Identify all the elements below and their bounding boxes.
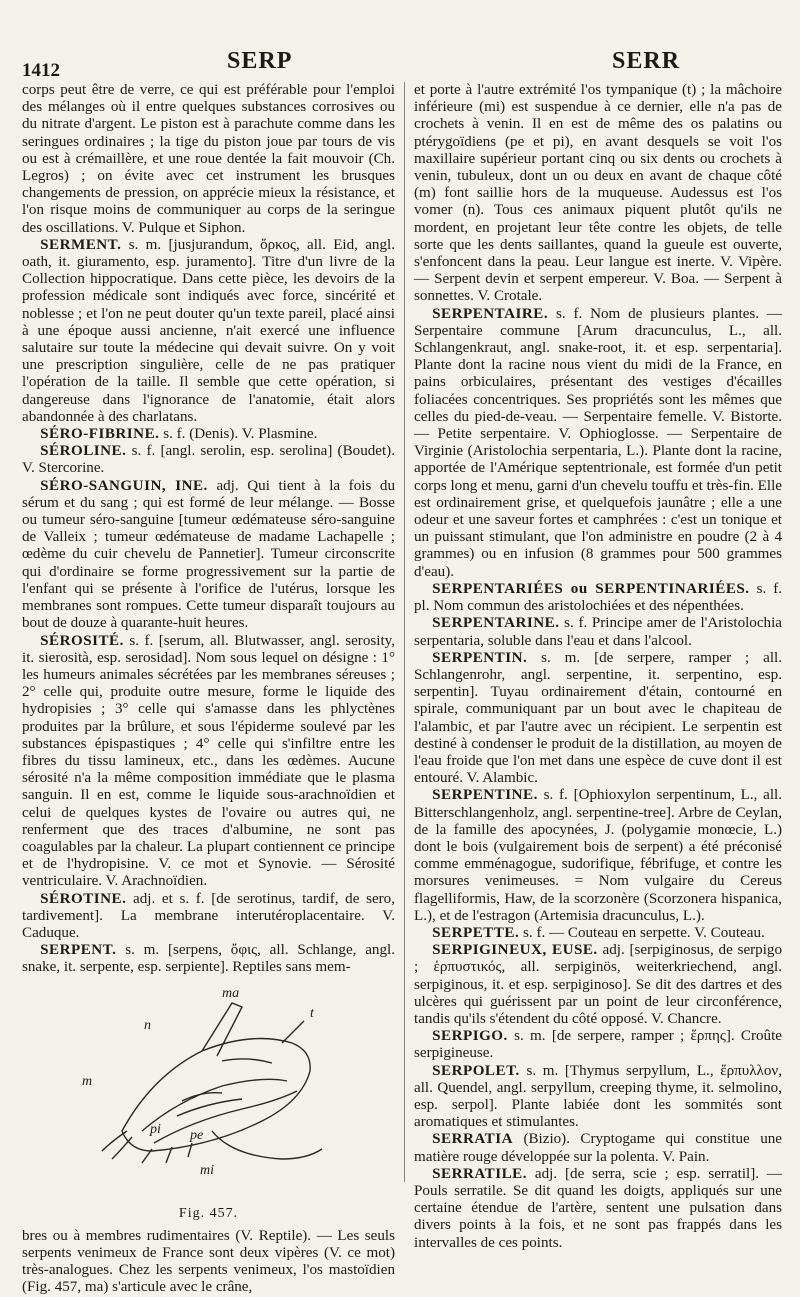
- figure-label-m: m: [82, 1073, 93, 1089]
- entry-serpette: SERPETTE. s. f. — Couteau en serpette. V. Couteau.: [432, 924, 765, 941]
- headword: SERPENTIN.: [432, 649, 528, 666]
- figure-label-t: t: [310, 1005, 314, 1021]
- running-head-left: SERP: [227, 48, 293, 74]
- entry-serpentine: SERPENTINE. s. f. [Ophioxylon serpentinum, L., all. Bitterschlangenholz, angl. serpentine-tree]. Arbre de Ceylan, de la famille des apocynées, J. (polygamie monœcie, L.) dont le bois (vulgairement bois de serpent) a été préconisé comme emménagogue, sudorifique, fébrifuge, et contre les morsures venimeuses. = Nom vulgaire du Cereus flagelliformis, Haw, de la scorzonère (Scorzonera hispanica, L.), et de l'estragon (Artemisia dracunculus, L.).: [414, 787, 782, 924]
- headword: SERPOLET.: [432, 1062, 520, 1079]
- column-divider: [404, 82, 405, 1182]
- figure-caption: Fig. 457.: [178, 1205, 239, 1221]
- headword: SERRATIA: [432, 1131, 513, 1148]
- entry-serpent-continued-right: et porte à l'autre extrémité l'os tympanique (t) ; la mâchoire inférieure (mi) est suspendue à ce dernier, elle n'a pas de crochets à venin. Il en est de même des os palatins ou ptérygoïdiens (pe et pi), en avant desquels se voit l'os maxillaire supérieur portant cinq ou six dents ou crochets à venin, tubuleux, dont un ou deux en avant de chaque côté (m) font saillie hors de la muqueuse. Audessus est l'os vomer (n). Tous ces animaux piquent plutôt qu'ils ne mordent, en projetant leur tête contre les objets, de telle sorte que les dents saillantes, quand la gueule est ouverte, s'enfoncent dans la peau. Leur langue est inerte. V. Vipère. — Serpent devin et serpent empereur. V. Boa. — Serpent à sonnettes. V. Crotale.: [414, 82, 782, 305]
- entry-serratile: SERRATILE. adj. [de serra, scie ; esp. serratil]. — Pouls serratile. Se dit quand les doigts, appliqués sur une certaine étendue de l'artère, sentent une pulsation dans divers points à la fois, et ne sont pas frappés dans les intervalles de ces points.: [414, 1165, 782, 1251]
- entry-serment: SERMENT. s. m. [jusjurandum, ὅρκος, all. Eid, angl. oath, it. giuramento, esp. juramento]. Titre d'un livre de la Collection hippocratique. Dans cette pièce, les devoirs de la profession médicale sont indiqués avec force, sincérité et noblesse ; et l'on ne peut douter qu'un texte pareil, placé ainsi à une époque aussi ancienne, n'ait exercé une influence salutaire sur toute la médecine qui devait suivre. On y voit une prescription singulière, celle de ne pas pratiquer l'opération de la taille. Il semble que cette opération, si dangereuse dans l'ignorance de l'anatomie, était alors abandonnée à des charlatans.: [22, 236, 395, 425]
- entry-serpentaire: SERPENTAIRE. s. f. Nom de plusieurs plantes. — Serpentaire commune [Arum dracunculus, L., all. Schlangenkraut, angl. snake-root, it. et esp. serpentaria]. Plante dont la racine nous vient du midi de la France, en pains orbiculaires, présentant des vestiges d'écailles foliacées concentriques. Ses propriétés sont les mêmes que celles du pied-de-veau. — Serpentaire femelle. V. Bistorte. — Petite serpentaire. V. Ophioglosse. — Serpentaire de Virginie (Aristolochia serpentaria, L.). Plante dont la racine, apportée de l'Amérique septentrionale, est formée d'un petit corps long et menu, garni d'un chevelu touffu et très-fin. Elle est ordinairement grise, et quelquefois jaunâtre ; elle a une odeur et une saveur fortes et camphrées : c'est un tonique et un puissant stimulant, que l'on administre en poudre (2 à 4 grammes) ou en infusion (8 grammes pour 500 grammes d'eau).: [414, 305, 782, 580]
- entry-serotine: SÉROTINE. adj. et s. f. [de serotinus, tardif, de sero, tardivement]. La membrane interutéroplacentaire. V. Caduque.: [22, 890, 395, 941]
- entry-seroline: SÉROLINE. s. f. [angl. serolin, esp. serolina] (Boudet). V. Stercorine.: [22, 443, 395, 477]
- entry-serpentin: SERPENTIN. s. m. [de serpere, ramper ; all. Schlangenrohr, angl. serpentine, it. serpentino, esp. serpentin]. Tuyau ordinairement d'étain, contourné en spirale, communiquant par un bout avec le chapiteau de l'alambic, et par l'autre avec un récipient. Le serpentin est destiné à condenser le produit de la distillation, au moyen de l'eau froide que l'on met dans une espèce de cuve dont il est entouré. V. Alambic.: [414, 649, 782, 787]
- entry-serpent-continued: bres ou à membres rudimentaires (V. Reptile). — Les seuls serpents venimeux de France sont deux vipères (V. ce mot) très-analogues. Chez les serpents venimeux, l'os mastoïdien (Fig. 457, ma) s'articule avec le crâne,: [22, 1227, 395, 1296]
- entry-serpentarine: SERPENTARINE. s. f. Principe amer de l'Aristolochia serpentaria, soluble dans l'eau et dans l'alcool.: [414, 615, 782, 649]
- headword: SÉRO-FIBRINE.: [40, 426, 160, 443]
- page-number: 1412: [22, 60, 60, 81]
- headword: SÉROSITÉ.: [40, 632, 124, 649]
- headword: SERPENTARIÉES ou SERPENTINARIÉES.: [432, 580, 750, 597]
- figure-457: [22, 981, 395, 1201]
- entry-continuation: corps peut être de verre, ce qui est préférable pour l'emploi des mélanges où il entre quelques substances corrosives ou du nitrate d'argent. Le piston est à parachute comme dans les seringues ordinaires ; la tige du piston joue par tours de vis ou est à crémaillère, et une roue dentée la fait mouvoir (Ch. Legros) ; on évite avec cet instrument les brusques changements de pression, on apprécie mieux la résistance, et l'on risque moins de communiquer au corps de la seringue des oscillations. V. Pulque et Siphon.: [22, 82, 395, 236]
- headword: SERPIGINEUX, EUSE.: [432, 942, 598, 959]
- left-column: [22, 82, 395, 1297]
- headword: SERPENT.: [40, 942, 117, 959]
- headword: SERPENTARINE.: [432, 615, 560, 632]
- headword: SERPENTAIRE.: [432, 305, 549, 322]
- entry-serosite: SÉROSITÉ. s. f. [serum, all. Blutwasser, angl. serosity, it. sierosità, esp. serosidad]. Nom sous lequel on désigne : 1° les humeurs animales sécrétées par les membranes séreuses ; 2° celle qui, produite outre mesure, forme le liquide des hydropisies ; 3° celle qui s'amasse dans les phlyctènes produites par la brûlure, et sous l'épiderme soulevé par les substances épispastiques ; 4° celle qui s'infiltre entre les fibres du tissu lamineux, etc., dans les œdèmes. Aucune sérosité n'a la même composition immédiate que le plasma sanguin. Il en est, comme le liquide sous-arachnoïdien et celui de quelques kystes de l'ovaire ou autres qui, ne renferment que des traces d'albumine, ne sont pas coagulables par la chaleur. La plupart contiennent ce principe et de l'hydropisine. V. ce mot et Synovie. — Sérosité ventriculaire. V. Arachnoïdien.: [22, 632, 395, 890]
- running-head-right: SERR: [612, 48, 681, 74]
- entry-sero-fibrine: SÉRO-FIBRINE. s. f. (Denis). V. Plasmine.: [40, 426, 318, 443]
- entry-serpigo: SERPIGO. s. m. [de serpere, ramper ; ἕρπης]. Croûte serpigineuse.: [414, 1028, 782, 1062]
- figure-label-ma: ma: [222, 985, 240, 1001]
- headword: SERPENTINE.: [432, 787, 538, 804]
- entry-serratia: SERRATIA (Bizio). Cryptogame qui constitue une matière rouge développée sur la polenta. V. Pain.: [414, 1131, 782, 1165]
- page-header: [22, 44, 778, 84]
- headword: SERRATILE.: [432, 1165, 528, 1182]
- figure-label-n: n: [144, 1017, 151, 1033]
- headword: SERPIGO.: [432, 1028, 508, 1045]
- entry-serpentariees: SERPENTARIÉES ou SERPENTINARIÉES. s. f. pl. Nom commun des aristolochiées et des népenthées.: [414, 580, 783, 615]
- right-column: [414, 82, 782, 1252]
- figure-label-mi: mi: [200, 1162, 214, 1176]
- snake-skull-illustration: [82, 981, 342, 1176]
- entry-serpolet: SERPOLET. s. m. [Thymus serpyllum, L., ἕρπυλλον, all. Quendel, angl. serpyllum, creeping thyme, it. selmolino, esp. serpol]. Plante labiée dont les sommités sont aromatiques et stimulantes.: [414, 1062, 782, 1131]
- headword: SÉRO-SANGUIN, INE.: [40, 477, 208, 494]
- headword: SÉROTINE.: [40, 890, 127, 907]
- figure-label-pi: pi: [150, 1121, 161, 1137]
- figure-label-pe: pe: [190, 1127, 204, 1143]
- entry-sero-sanguin: SÉRO-SANGUIN, INE. adj. Qui tient à la fois du sérum et du sang ; qui est formé de leur mélange. — Bosse ou tumeur séro-sanguine [tumeur œdémateuse séro-sanguine de Valleix ; tumeur œdémateuse de madame Lachapelle ; œdème du cuir chevelu de Pannetier]. Tumeur circonscrite qui d'ordinaire se forme progressivement sur la partie de l'enfant qui se présente à l'orifice de l'utérus, lorsque les membranes sont rompues. Cette tumeur disparaît toujours au bout de douze à quarante-huit heures.: [22, 477, 396, 632]
- headword: SERPETTE.: [432, 924, 520, 941]
- headword: SERMENT.: [40, 236, 122, 253]
- entry-serpigineux: SERPIGINEUX, EUSE. adj. [serpiginosus, de serpigo ; ἑρπυστικός, all. serpiginös, weiterkriechend, angl. serpiginous, it. et esp. serpiginoso]. Se dit des dartres et des ulcères qui guérissent par un point de leur circonférence, tandis qu'ils s'étendent du côté opposé. V. Chancre.: [414, 942, 782, 1027]
- entry-serpent: SERPENT. s. m. [serpens, ὄφις, all. Schlange, angl. snake, it. serpente, esp. serpiente]. Reptiles sans mem-: [22, 942, 395, 976]
- headword: SÉROLINE.: [40, 443, 127, 460]
